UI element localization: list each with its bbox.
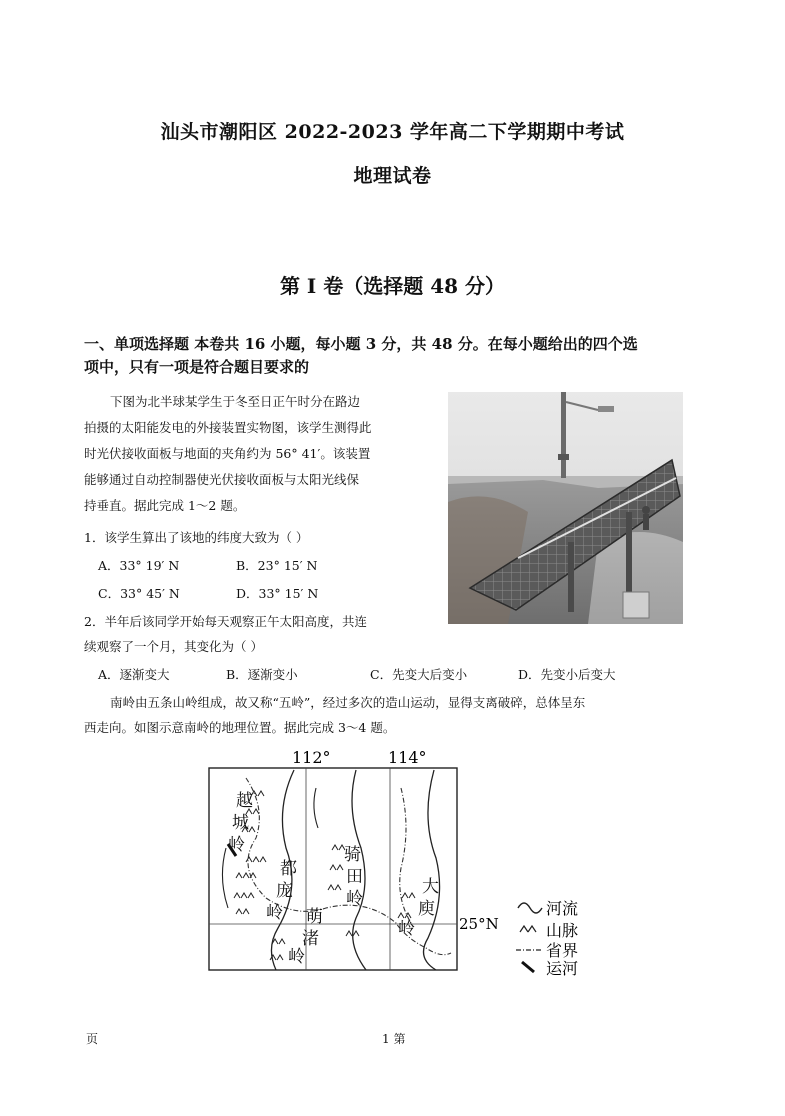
legend-mountain-symbol xyxy=(520,926,536,932)
lon-label-114: 114° xyxy=(388,748,427,767)
footer-page-number: 1 第 xyxy=(382,1032,406,1046)
question-2-stem-line-2: 续观察了一个月，其变化为（ ） xyxy=(84,639,263,654)
question-1-stem: 1．该学生算出了该地的纬度大致为（ ） xyxy=(84,530,309,545)
passage-1-line: 时光伏接收面板与地面的夹角约为 56° 41′。该装置 xyxy=(84,446,371,461)
instructions xyxy=(84,333,714,379)
exam-title: 汕头市潮阳区 2022-2023 学年高二下学期期中考试 xyxy=(160,121,625,143)
dupang-char-1: 都 xyxy=(280,859,297,879)
question-2-option-b: B．逐渐变小 xyxy=(226,667,298,682)
question-1-option-b: B．23° 15′ N xyxy=(236,558,318,573)
qitian-char-3: 岭 xyxy=(346,889,363,909)
passage-2-line-2: 西走向。如图示意南岭的地理位置。据此完成 3～4 题。 xyxy=(84,720,396,735)
legend-mountain-label: 山脉 xyxy=(546,921,579,940)
dayu-char-1: 大 xyxy=(422,877,439,897)
passage-1-line: 能够通过自动控制器使光伏接收面板与太阳光线保 xyxy=(84,472,360,487)
footer-left: 页 xyxy=(86,1032,99,1046)
nanling-map xyxy=(206,748,596,976)
legend-river-label: 河流 xyxy=(546,899,579,918)
yuecheng-char-1: 越 xyxy=(236,791,253,811)
solar-panel-illustration xyxy=(448,392,683,624)
legend-boundary-label: 省界 xyxy=(546,941,579,960)
yuecheng-char-3: 岭 xyxy=(228,835,245,855)
mengzhu-char-1: 萌 xyxy=(306,907,323,927)
exam-subtitle: 地理试卷 xyxy=(353,165,432,187)
question-2-option-a: A．逐渐变大 xyxy=(98,667,170,682)
dupang-char-3: 岭 xyxy=(266,903,283,923)
legend-river-symbol xyxy=(518,903,542,913)
passage-1-line: 持垂直。据此完成 1～2 题。 xyxy=(84,498,246,513)
passage-1-line: 拍摄的太阳能发电的外接装置实物图，该学生测得此 xyxy=(84,420,372,435)
question-2-stem-line-1: 2．半年后该同学开始每天观察正午太阳高度，共连 xyxy=(84,614,367,629)
passage-2 xyxy=(84,690,724,740)
nanling-map-svg xyxy=(206,748,596,976)
lon-label-112: 112° xyxy=(292,748,331,767)
instructions-line-1: 一、单项选择题 本卷共 16 小题，每小题 3 分，共 48 分。在每小题给出的四个选 xyxy=(84,335,638,353)
qitian-char-1: 骑 xyxy=(344,845,361,865)
lat-label-25n: 25°N xyxy=(459,915,499,933)
map-legend xyxy=(516,899,578,976)
passage-2-line-1: 南岭由五条山岭组成，故又称“五岭”，经过多次的造山运动，显得支离破碎，总体呈东 xyxy=(110,695,586,710)
question-1-option-c: C．33° 45′ N xyxy=(98,586,180,601)
question-2-option-c: C．先变大后变小 xyxy=(370,667,468,682)
yuecheng-char-2: 城 xyxy=(232,813,249,833)
passage-1-line: 下图为北半球某学生于冬至日正午时分在路边 xyxy=(110,394,361,409)
qitian-char-2: 田 xyxy=(346,867,363,887)
legend-canal-label: 运河 xyxy=(546,959,579,976)
question-1-option-d: D．33° 15′ N xyxy=(236,586,319,601)
question-2-option-d: D．先变小后变大 xyxy=(518,667,616,682)
legend-canal-symbol xyxy=(522,962,534,972)
mengzhu-char-2: 渚 xyxy=(302,929,319,949)
dupang-char-2: 庞 xyxy=(276,881,293,901)
instructions-line-2: 项中，只有一项是符合题目要求的 xyxy=(84,358,310,376)
dayu-char-2: 庾 xyxy=(418,899,435,919)
section-title: 第 I 卷（选择题 48 分） xyxy=(279,274,506,298)
question-1-option-a: A．33° 19′ N xyxy=(98,558,180,573)
mengzhu-char-3: 岭 xyxy=(288,947,305,967)
solar-panel-photo xyxy=(448,392,683,624)
passage-1 xyxy=(84,389,444,519)
dayu-char-3: 岭 xyxy=(398,919,415,939)
